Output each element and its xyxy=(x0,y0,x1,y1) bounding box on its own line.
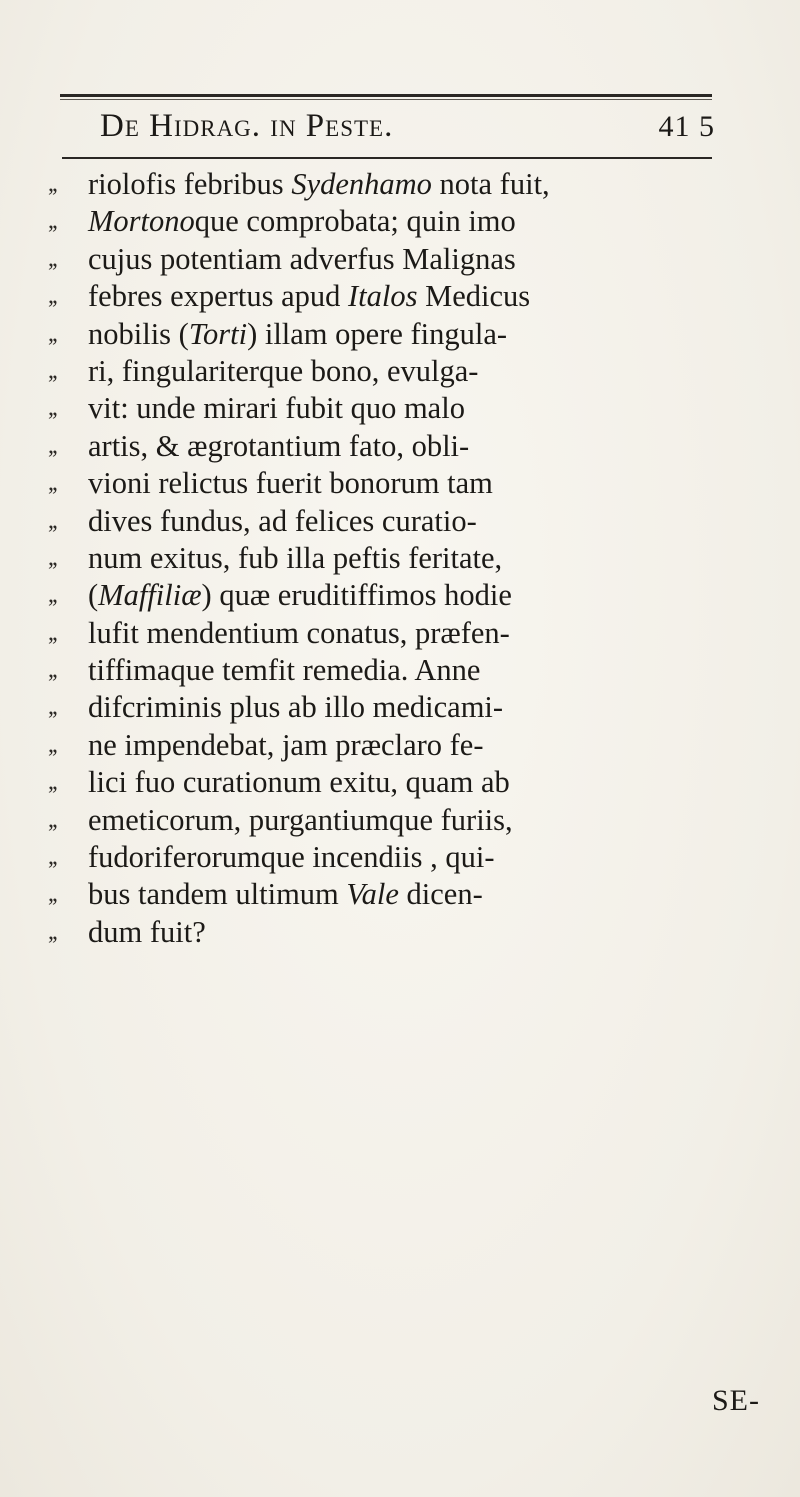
line-text xyxy=(88,465,493,502)
text-line xyxy=(48,802,748,839)
line-text-roman-end: ) illam opere fingula- xyxy=(247,316,508,351)
line-text xyxy=(88,203,516,240)
running-title: De Hidrag. in Peste. xyxy=(100,108,394,144)
line-text-italic: Maffiliæ xyxy=(98,578,202,613)
line-text xyxy=(88,428,469,465)
line-text-italic: Vale xyxy=(346,877,399,912)
quote-mark: ,, xyxy=(48,208,56,235)
line-text-roman-end: ) quæ eruditiffimos hodie xyxy=(201,578,512,613)
text-line xyxy=(48,203,748,240)
quote-mark: ,, xyxy=(48,918,56,945)
quote-mark: ,, xyxy=(48,694,56,721)
line-text-roman: vit: unde mirari fubit quo malo xyxy=(88,391,465,426)
text-line xyxy=(48,876,748,913)
text-line xyxy=(48,914,748,951)
line-text-roman: vioni relictus fuerit bonorum tam xyxy=(88,466,493,501)
text-line xyxy=(48,390,748,427)
line-text xyxy=(88,914,206,951)
text-line xyxy=(48,727,748,764)
line-text-roman: cujus potentiam adverfus Malignas xyxy=(88,241,516,276)
quote-mark: ,, xyxy=(48,544,56,571)
line-text-roman-end: dicen- xyxy=(398,877,483,912)
line-text-roman: ( xyxy=(88,578,99,613)
line-text-italic: Sydenhamo xyxy=(291,167,432,201)
quote-mark: ,, xyxy=(48,283,56,310)
line-text xyxy=(88,689,503,726)
line-text-roman: num exitus, fub illa peftis feritate, xyxy=(88,540,503,575)
text-line xyxy=(48,316,748,353)
line-text-roman: dum fuit? xyxy=(88,914,206,949)
quote-mark: ,, xyxy=(48,171,56,197)
line-text xyxy=(88,876,483,913)
line-text xyxy=(88,652,480,689)
running-head xyxy=(100,108,715,154)
quote-mark: ,, xyxy=(48,657,56,684)
line-text-italic: Mortono xyxy=(88,204,195,239)
top-rule-thin xyxy=(60,99,712,100)
text-line xyxy=(48,764,748,801)
header-rule xyxy=(62,157,712,159)
text-line xyxy=(48,278,748,315)
line-text-roman: lufit mendentium conatus, præfen- xyxy=(88,615,510,650)
text-line xyxy=(48,689,748,726)
quote-mark: ,, xyxy=(48,769,56,796)
text-line xyxy=(48,615,748,652)
line-text-roman: fudoriferorumque incendiis , qui- xyxy=(88,840,495,875)
quote-mark: ,, xyxy=(48,245,56,272)
quote-mark: ,, xyxy=(48,395,56,422)
text-line xyxy=(48,540,748,577)
text-line xyxy=(48,839,748,876)
line-text xyxy=(88,577,512,614)
line-text-italic: Torti xyxy=(188,316,248,351)
line-text-roman: tiffimaque temfit remedia. Anne xyxy=(88,653,481,688)
line-text xyxy=(88,390,465,427)
line-text xyxy=(88,166,550,203)
quote-mark: ,, xyxy=(48,357,56,384)
line-text-roman-end: que comprobata; quin imo xyxy=(194,204,516,239)
line-text-roman: febres expertus apud xyxy=(88,279,348,314)
line-text xyxy=(88,540,502,577)
quote-mark: ,, xyxy=(48,731,56,758)
line-text-roman: difcriminis plus ab illo medicami- xyxy=(88,690,504,725)
line-text xyxy=(88,503,477,540)
quote-mark: ,, xyxy=(48,582,56,609)
line-text xyxy=(88,241,516,278)
line-text xyxy=(88,802,513,839)
quote-mark: ,, xyxy=(48,806,56,833)
text-line xyxy=(48,652,748,689)
line-text xyxy=(88,839,495,876)
line-text-italic: Italos xyxy=(348,279,418,314)
line-text xyxy=(88,353,478,390)
text-line xyxy=(48,353,748,390)
line-text-roman: ne impendebat, jam præclaro fe- xyxy=(88,727,484,762)
line-text-roman: nobilis ( xyxy=(88,316,189,351)
quote-mark: ,, xyxy=(48,320,56,347)
text-line xyxy=(48,428,748,465)
line-text xyxy=(88,764,510,801)
quote-mark: ,, xyxy=(48,470,56,497)
line-text xyxy=(88,278,530,315)
catchword: SE- xyxy=(712,1384,760,1417)
quote-mark: ,, xyxy=(48,844,56,871)
line-text-roman: artis, & ægrotantium fato, obli- xyxy=(88,428,470,463)
line-text-roman: emeticorum, purgantiumque furiis, xyxy=(88,802,513,837)
text-line xyxy=(48,465,748,502)
line-text-roman: bus tandem ultimum xyxy=(88,877,347,912)
line-text-roman: dives fundus, ad felices curatio- xyxy=(88,503,477,538)
line-text-roman-end: nota fuit, xyxy=(431,167,550,201)
body-text xyxy=(48,166,748,951)
text-line xyxy=(48,166,748,203)
line-text-roman: lici fuo curationum exitu, quam ab xyxy=(88,765,510,800)
text-line xyxy=(48,503,748,540)
quote-mark: ,, xyxy=(48,619,56,646)
top-rule xyxy=(60,94,712,97)
text-line xyxy=(48,241,748,278)
line-text xyxy=(88,316,507,353)
text-line xyxy=(48,577,748,614)
page-number: 41 5 xyxy=(658,110,715,143)
line-text-roman: ri, fingulariterque bono, evulga- xyxy=(88,353,479,388)
quote-mark: ,, xyxy=(48,881,56,908)
line-text xyxy=(88,727,484,764)
quote-mark: ,, xyxy=(48,507,56,534)
line-text-roman: riolofis febribus xyxy=(88,167,292,201)
quote-mark: ,, xyxy=(48,432,56,459)
line-text-roman-end: Medicus xyxy=(417,279,531,314)
line-text xyxy=(88,615,510,652)
